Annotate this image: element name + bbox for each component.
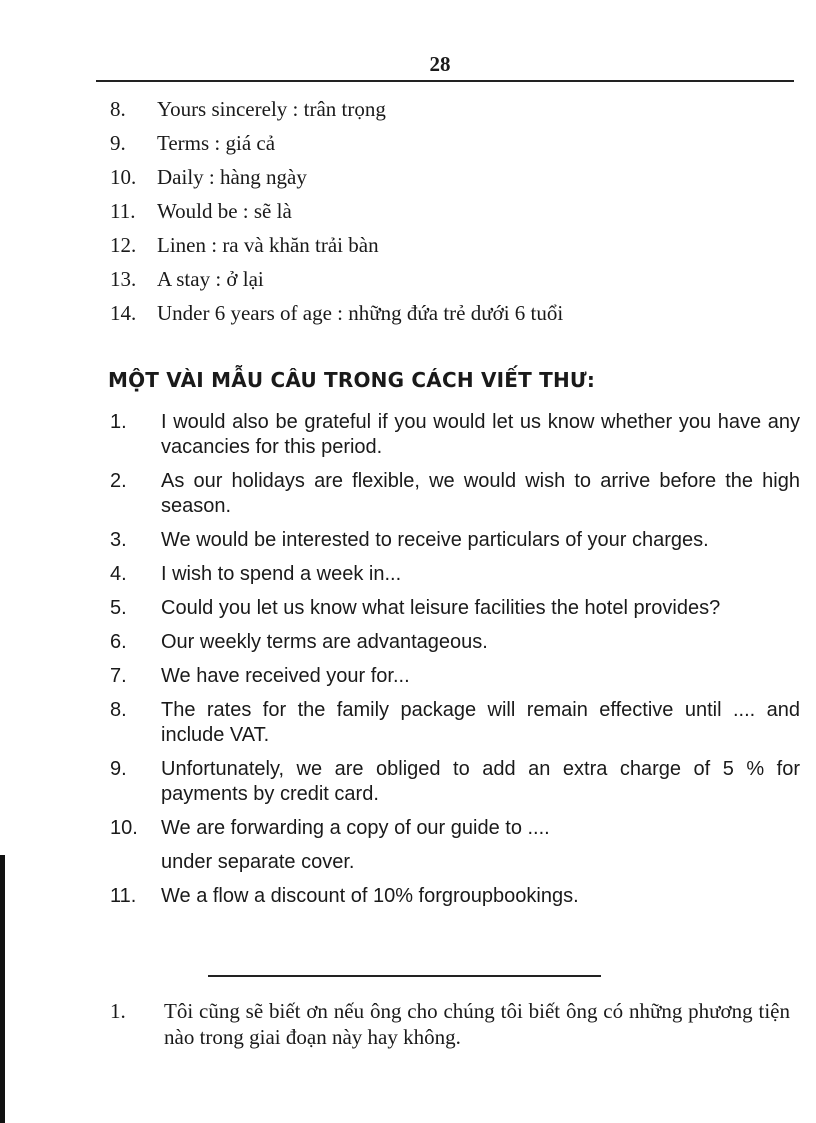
item-number: 11. <box>110 198 136 223</box>
item-number: 2. <box>110 470 127 492</box>
phrase-item <box>110 698 800 748</box>
phrase-item <box>110 562 800 587</box>
item-number: 4. <box>110 563 127 585</box>
header-rule <box>96 80 794 82</box>
item-number: 8. <box>110 96 126 121</box>
item-text: Terms : giá cả <box>157 130 276 155</box>
item-text: Daily : hàng ngày <box>157 164 307 189</box>
item-text: Under 6 years of age : những đứa trẻ dưới 6 tuổi <box>157 300 564 325</box>
item-number: 5. <box>110 597 127 619</box>
scan-edge <box>0 855 5 1123</box>
phrase-item <box>110 469 800 519</box>
item-number: 1. <box>110 411 127 433</box>
item-number: 9. <box>110 130 126 155</box>
vocabulary-item <box>110 228 790 262</box>
item-text-line: We are forwarding a copy of our guide to .... <box>161 817 550 839</box>
item-text: As our holidays are flexible, we would wish to arrive before the high season. <box>161 470 800 517</box>
phrase-item <box>110 816 800 875</box>
item-text: We have received your for... <box>161 665 410 687</box>
phrase-item <box>110 528 800 553</box>
item-text-line: under separate cover. <box>161 851 355 873</box>
item-text: Tôi cũng sẽ biết ơn nếu ông cho chúng tôi biết ông có những phương tiện nào trong giai đoạn này hay không. <box>164 999 790 1049</box>
item-number: 10. <box>110 164 137 189</box>
phrase-item <box>110 410 800 460</box>
item-number: 7. <box>110 665 127 687</box>
item-number: 6. <box>110 631 127 653</box>
item-number: 8. <box>110 699 127 721</box>
item-text: A stay : ở lại <box>157 266 264 291</box>
item-number: 11. <box>110 885 137 907</box>
phrase-item <box>110 884 800 909</box>
item-number: 12. <box>110 232 137 257</box>
item-text: I wish to spend a week in... <box>161 563 402 585</box>
translation-item <box>110 998 790 1050</box>
item-text: Could you let us know what leisure facilities the hotel provides? <box>161 597 721 619</box>
phrase-list <box>110 410 800 918</box>
item-text: We a flow a discount of 10% forgroupbookings. <box>161 885 579 907</box>
item-number: 10. <box>110 817 138 839</box>
item-text: Unfortunately, we are obliged to add an extra charge of 5 % for payments by credit card. <box>161 758 800 805</box>
phrase-item <box>110 664 800 689</box>
item-number: 3. <box>110 529 127 551</box>
page-number: 28 <box>429 52 451 76</box>
item-text: We would be interested to receive particulars of your charges. <box>161 529 709 551</box>
vocabulary-item <box>110 160 790 194</box>
item-text <box>161 816 800 875</box>
phrase-item <box>110 757 800 807</box>
vocabulary-item <box>110 296 790 330</box>
item-text: Would be : sẽ là <box>157 198 292 223</box>
phrase-item <box>110 630 800 655</box>
vocabulary-item <box>110 92 790 126</box>
vocabulary-item <box>110 194 790 228</box>
section-heading: MỘT VÀI MẪU CÂU TRONG CÁCH VIẾT THƯ: <box>108 368 596 392</box>
phrase-item <box>110 596 800 621</box>
vocabulary-list <box>110 92 790 330</box>
item-text: I would also be grateful if you would let us know whether you have any vacancies for this period. <box>161 411 800 458</box>
item-number: 13. <box>110 266 137 291</box>
item-text: Linen : ra và khăn trải bàn <box>157 232 379 257</box>
section-divider <box>208 975 601 977</box>
item-text: Our weekly terms are advantageous. <box>161 631 488 653</box>
item-number: 9. <box>110 758 127 780</box>
vocabulary-item <box>110 262 790 296</box>
item-text: Yours sincerely : trân trọng <box>157 96 386 121</box>
item-number: 1. <box>110 999 126 1023</box>
item-text: The rates for the family package will remain effective until .... and include VAT. <box>161 699 800 746</box>
vocabulary-item <box>110 126 790 160</box>
item-number: 14. <box>110 300 137 325</box>
